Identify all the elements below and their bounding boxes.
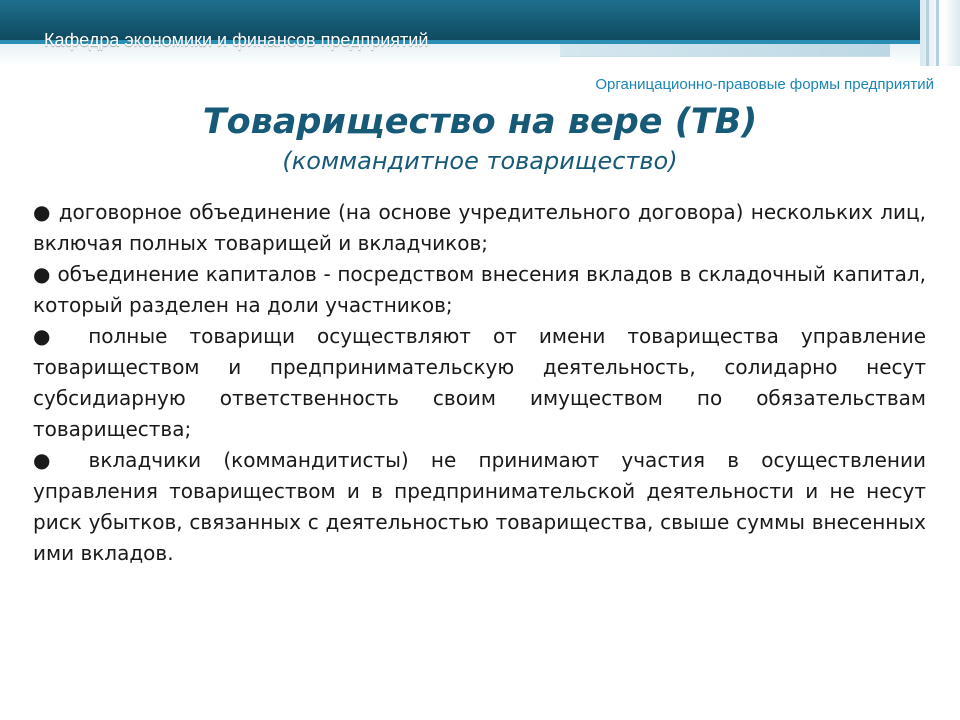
bullet-dot-icon: ● xyxy=(33,448,67,472)
department-title: Кафедра экономики и финансов предприятий xyxy=(44,30,429,50)
slide-subtitle: (коммандитное товарищество) xyxy=(282,147,678,175)
header-decorative-notch xyxy=(560,56,890,65)
slide-title: Товарищество на вере (ТВ) xyxy=(202,102,758,142)
bullet-item xyxy=(33,445,926,569)
bullet-dot-icon: ● xyxy=(33,200,52,224)
bullet-dot-icon: ● xyxy=(33,262,51,286)
section-title: Органицационно-правовые формы предприятий xyxy=(595,76,934,93)
bullet-list xyxy=(33,197,926,569)
bullet-text: договорное объединение (на основе учредительного договора) нескольких лиц, включая полных товарищей и вкладчиков; xyxy=(33,200,926,255)
bullet-item xyxy=(33,259,926,321)
header-right-decoration xyxy=(920,0,960,66)
bullet-dot-icon: ● xyxy=(33,324,67,348)
bullet-item xyxy=(33,197,926,259)
header-decorative-tab xyxy=(560,44,890,56)
bullet-text: полные товарищи осуществляют от имени товарищества управление товариществом и предпринимательскую деятельность, солидарно несут субсидиарную ответственность своим имуществом по обязательствам товарищества; xyxy=(33,324,927,441)
bullet-item xyxy=(33,321,926,445)
bullet-text: объединение капиталов - посредством внесения вкладов в складочный капитал, который разделен на доли участников; xyxy=(33,262,927,317)
bullet-text: вкладчики (коммандитисты) не принимают участия в осуществлении управления товариществом и в предпринимательской деятельности и не несут риск убытков, связанных с деятельностью товарищества, свыше суммы внесенных ими вкладов. xyxy=(33,448,927,565)
